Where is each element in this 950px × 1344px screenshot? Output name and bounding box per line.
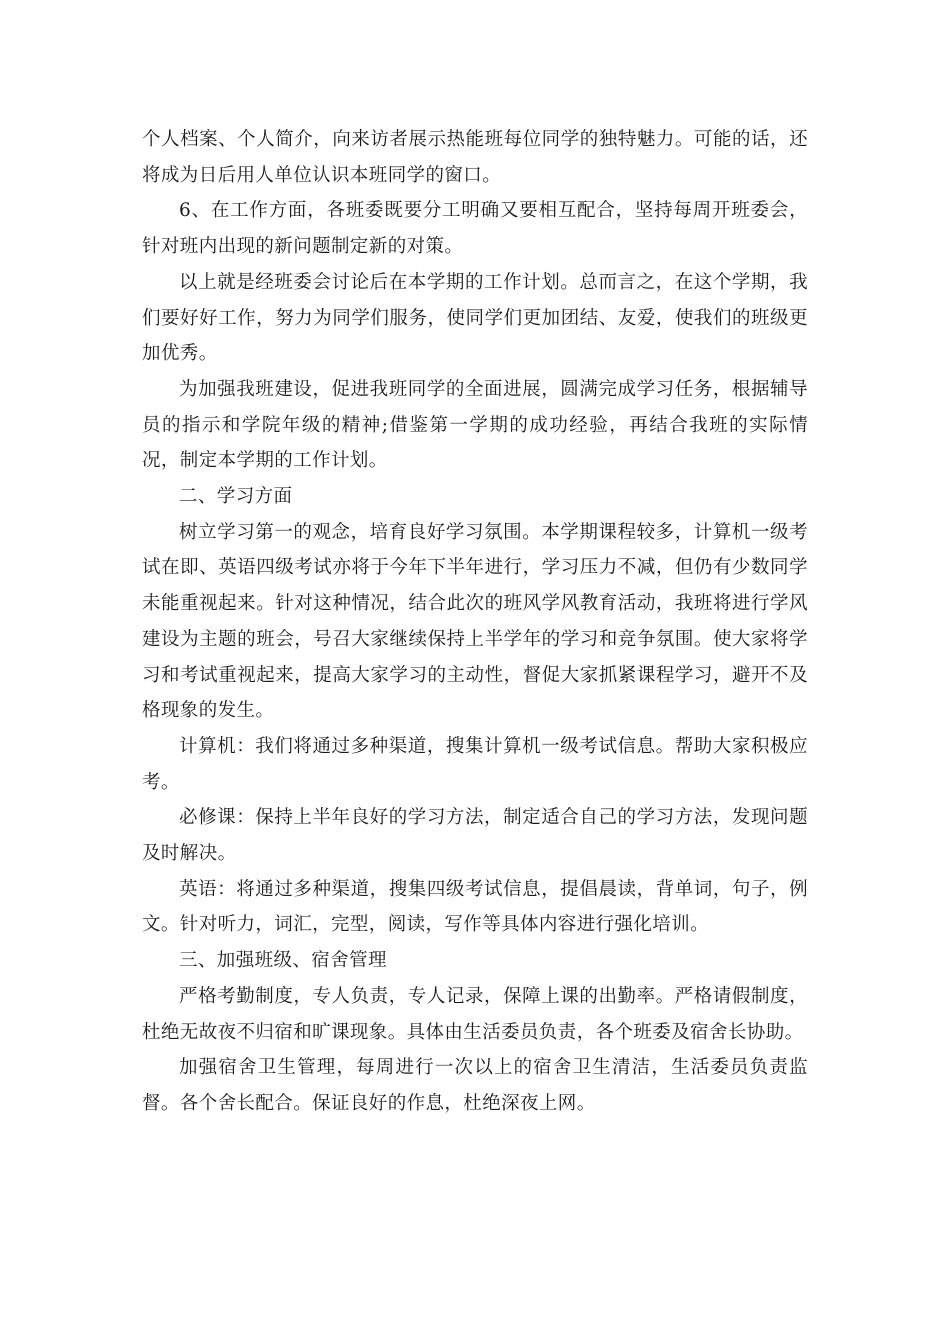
paragraph-intro: 为加强我班建设，促进我班同学的全面进展，圆满完成学习任务，根据辅导员的指示和学院年级的精神;借鉴第一学期的成功经验，再结合我班的实际情况，制定本学期的工作计划。 bbox=[142, 378, 808, 472]
paragraph-study-atmosphere: 树立学习第一的观念，培育良好学习氛围。本学期课程较多，计算机一级考试在即、英语四级考试亦将于今年下半年进行，学习压力不减，但仍有少数同学未能重视起来。针对这种情况，结合此次的班风学风教育活动，我班将进行学风建设为主题的班会，号召大家继续保持上半学年的学习和竞争氛围。使大家将学习和考试重视起来，提高大家学习的主动性，督促大家抓紧课程学习，避开不及格现象的发生。 bbox=[142, 521, 808, 722]
paragraph-attendance: 严格考勤制度，专人负责，专人记录，保障上课的出勤率。严格请假制度，杜绝无故夜不归宿和旷课现象。具体由生活委员负责，各个班委及宿舍长协助。 bbox=[142, 985, 808, 1043]
paragraph-summary: 以上就是经班委会讨论后在本学期的工作计划。总而言之，在这个学期，我们要好好工作，努力为同学们服务，使同学们更加团结、友爱，使我们的班级更加优秀。 bbox=[142, 271, 808, 365]
paragraph-dormitory: 加强宿舍卫生管理，每周进行一次以上的宿舍卫生清洁，生活委员负责监督。各个舍长配合。保证良好的作息，杜绝深夜上网。 bbox=[142, 1057, 808, 1114]
section-heading-management: 三、加强班级、宿舍管理 bbox=[179, 950, 387, 972]
paragraph-work-item-6: 6、在工作方面，各班委既要分工明确又要相互配合，坚持每周开班委会，针对班内出现的新问题制定新的对策。 bbox=[142, 200, 808, 258]
paragraph-required-courses: 必修课：保持上半年良好的学习方法，制定适合自己的学习方法，发现问题及时解决。 bbox=[142, 807, 808, 865]
paragraph-computer: 计算机：我们将通过多种渠道，搜集计算机一级考试信息。帮助大家积极应考。 bbox=[142, 735, 808, 793]
paragraph-continued: 个人档案、个人简介，向来访者展示热能班每位同学的独特魅力。可能的话，还将成为日后用人单位认识本班同学的窗口。 bbox=[142, 129, 808, 186]
paragraph-english: 英语：将通过多种渠道，搜集四级考试信息，提倡晨读，背单词，句子，例文。针对听力，词汇，完型，阅读，写作等具体内容进行强化培训。 bbox=[142, 878, 808, 936]
document-body bbox=[142, 122, 808, 1122]
section-heading-study: 二、学习方面 bbox=[179, 486, 293, 508]
